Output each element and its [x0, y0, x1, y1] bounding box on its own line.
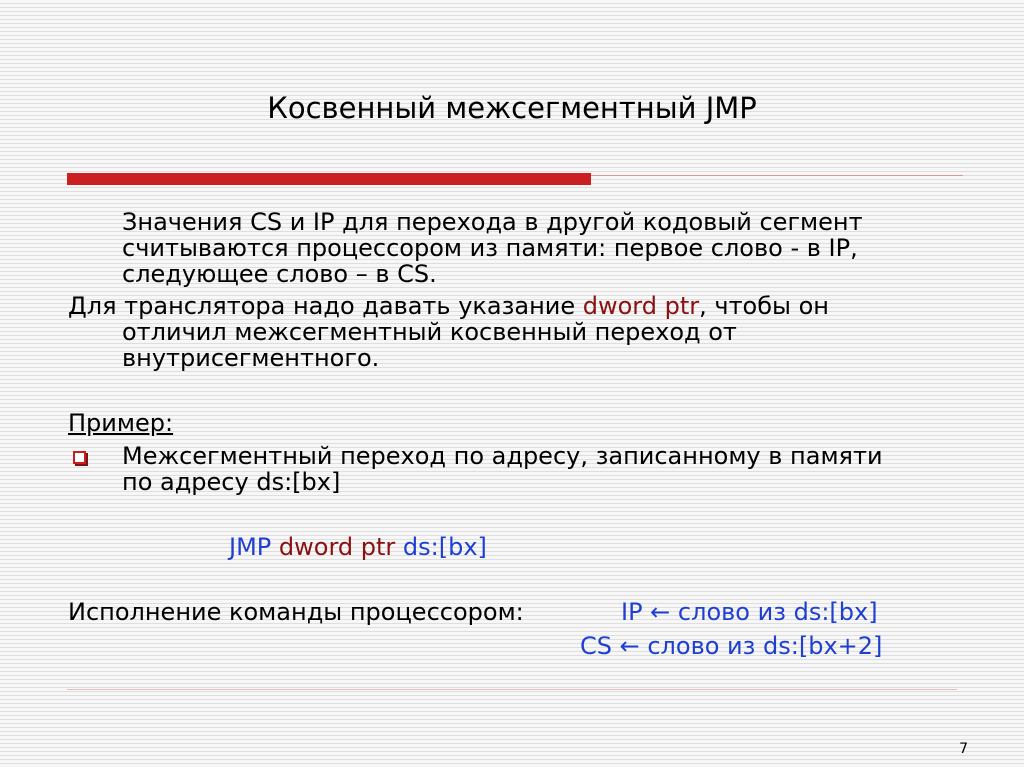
code-operand: ds:[bx]: [402, 533, 487, 561]
para1-line1: Значения CS и IP для перехода в другой кодовый сегмент: [122, 208, 863, 236]
para1-line2: считываются процессором из памяти: первое слово - в IP,: [122, 234, 858, 262]
bullet-line1: Межсегментный переход по адресу, записанному в памяти: [122, 442, 883, 470]
para2-text-end: , чтобы он: [699, 292, 829, 320]
hollow-square-bullet-icon: [73, 451, 86, 464]
para1-line3: следующее слово – в CS.: [122, 260, 437, 288]
slide-title: Косвенный межсегментный JMP: [267, 91, 757, 125]
execution-label: Исполнение команды процессором:: [68, 598, 524, 626]
code-example: [229, 532, 487, 562]
code-op: JMP: [229, 533, 272, 561]
footer-divider: [67, 689, 957, 690]
execution-step-ip: IP ← слово из ds:[bx]: [621, 598, 878, 626]
page-number: 7: [959, 741, 968, 757]
example-label: Пример:: [68, 409, 174, 437]
para2-text-start: Для транслятора надо давать указание: [68, 292, 583, 320]
code-qualifier: dword ptr: [278, 533, 396, 561]
title-underline-thin: [591, 175, 963, 176]
bullet-line2: по адресу ds:[bx]: [122, 468, 341, 496]
para2-line2: отличил межсегментный косвенный переход от: [122, 318, 737, 346]
title-underline-bar: [67, 173, 591, 185]
execution-step-cs: CS ← слово из ds:[bx+2]: [580, 632, 883, 660]
para2-keyword-dword-ptr: dword ptr: [582, 292, 700, 320]
para2-line3: внутрисегментного.: [122, 344, 380, 372]
